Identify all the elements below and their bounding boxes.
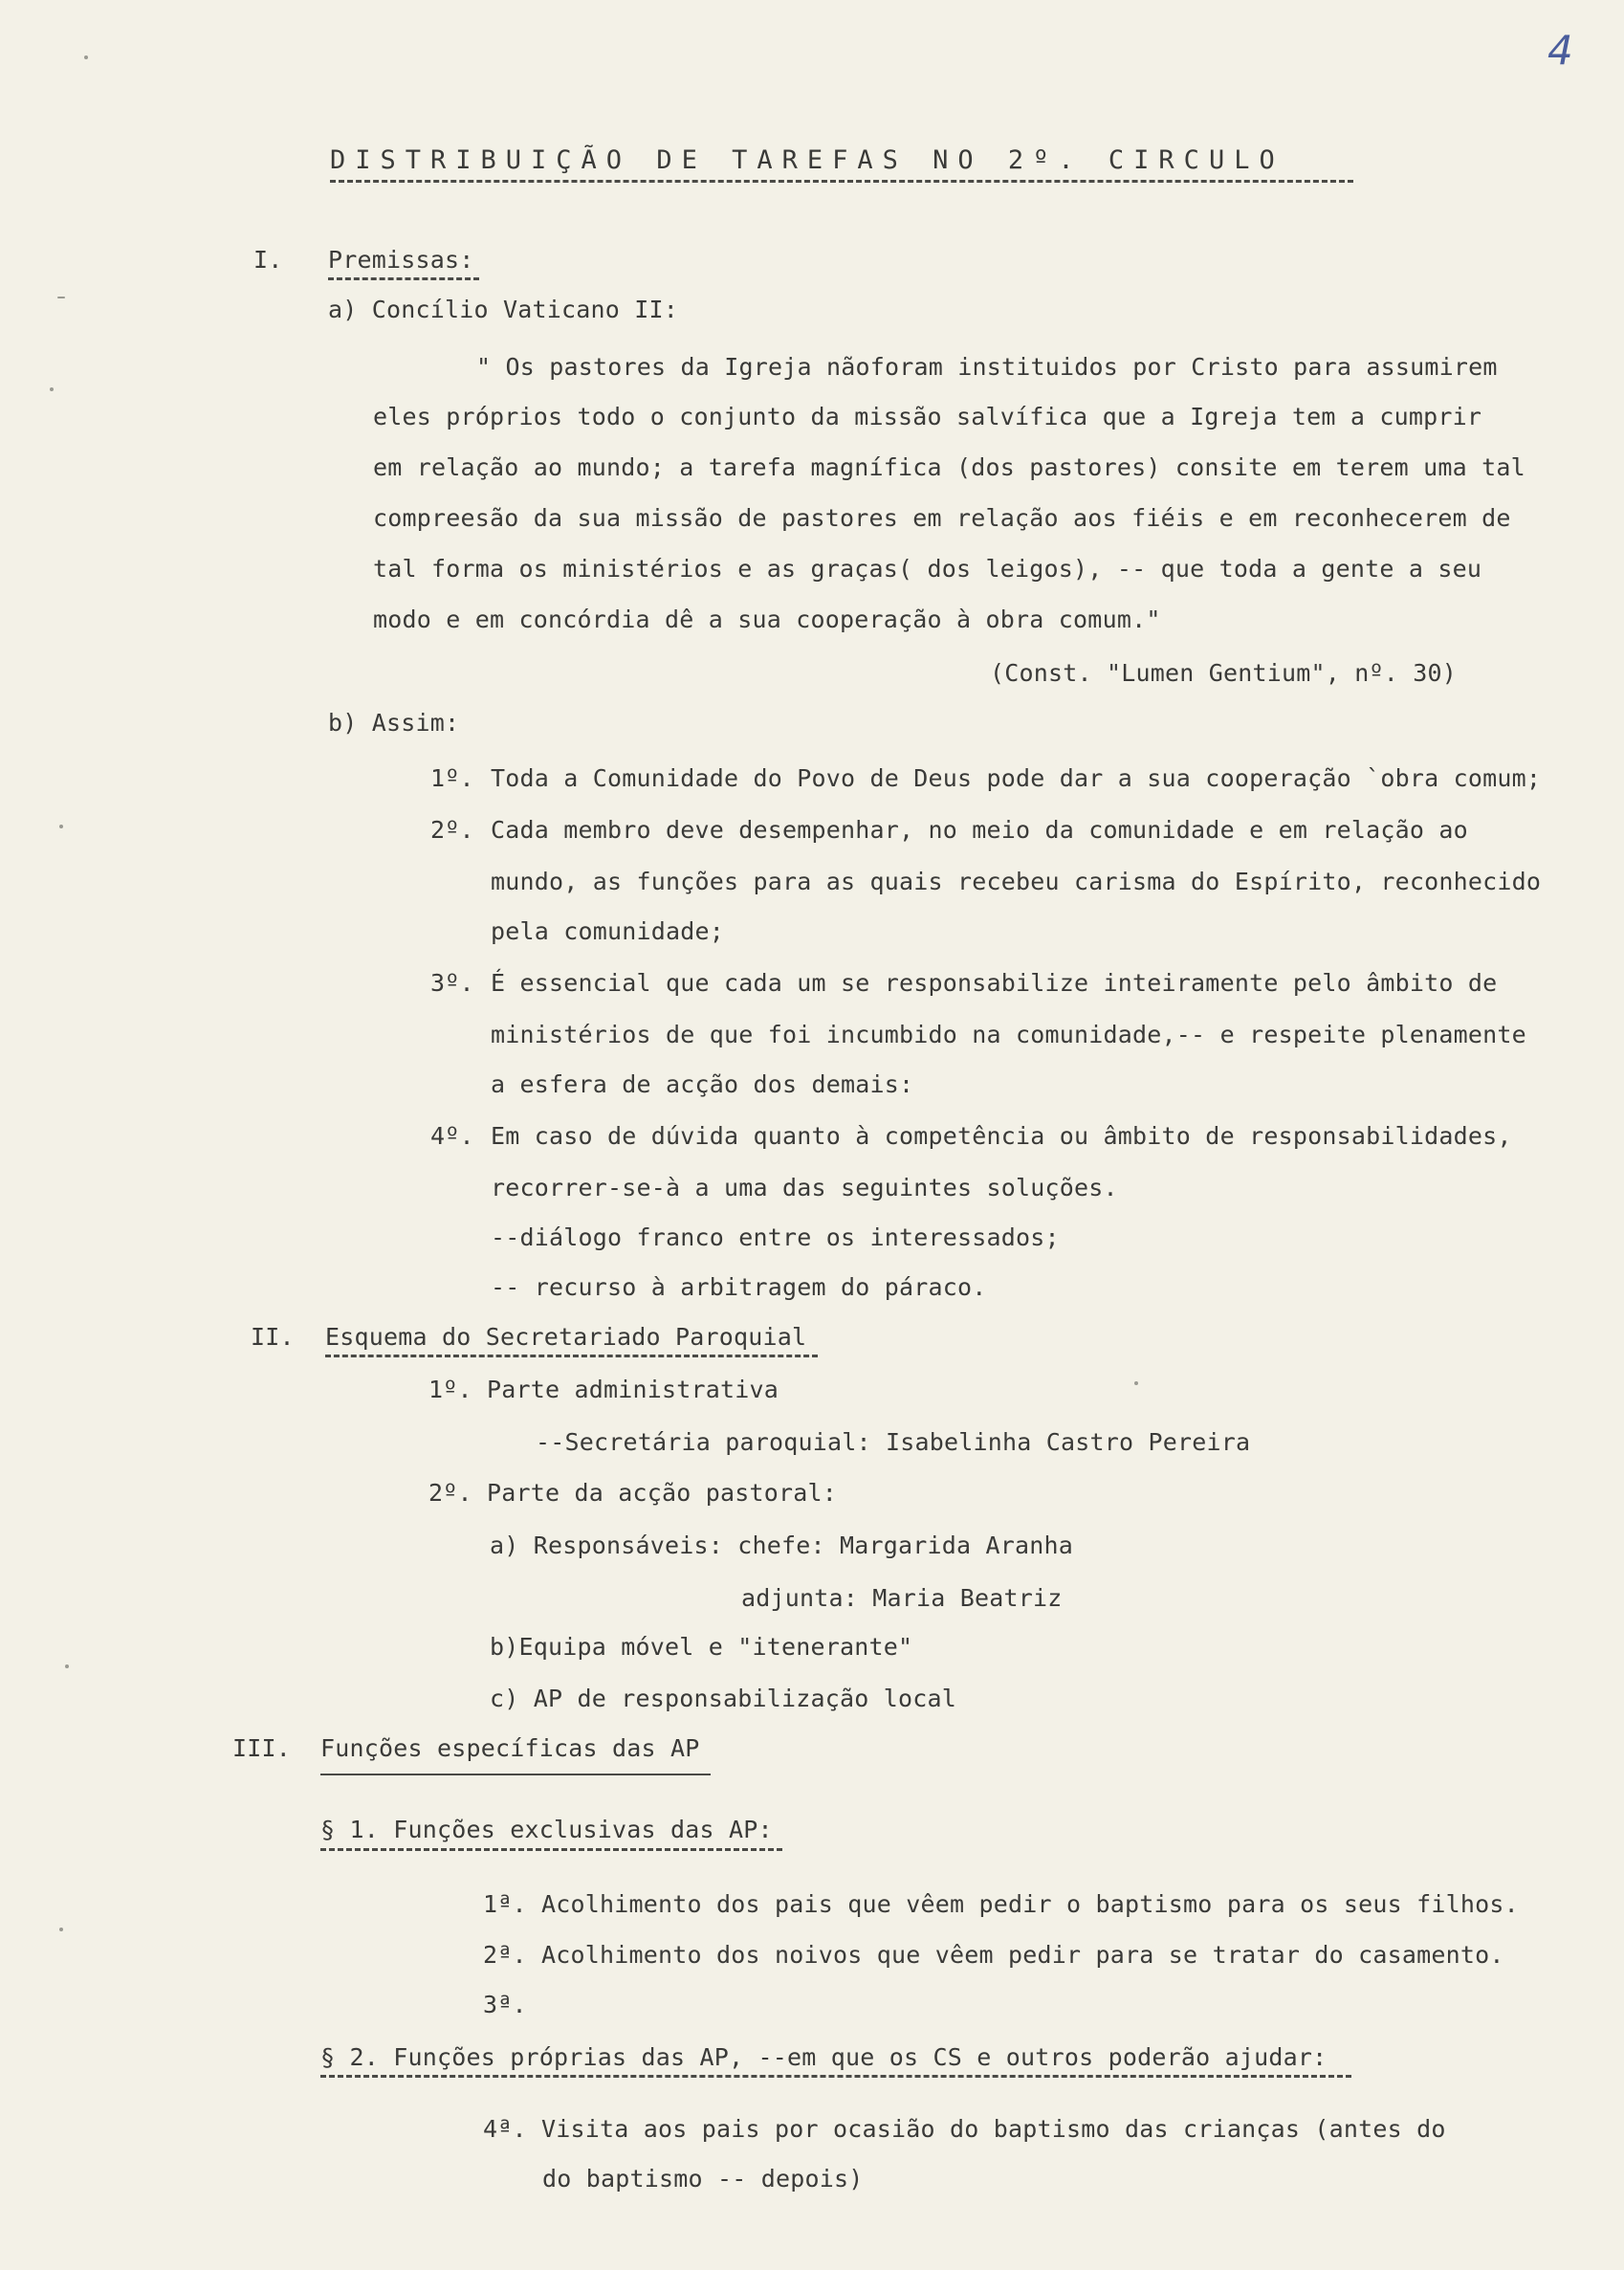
item-number: 4º. (430, 1122, 474, 1150)
paper-speck (1134, 1381, 1138, 1385)
section-1-underline (328, 277, 479, 280)
paper-speck (57, 297, 65, 298)
subsection-1-underline (320, 1848, 782, 1851)
item-line: Em caso de dúvida quanto à competência ou âmbito de responsabilidades, (491, 1122, 1512, 1150)
title-underline (330, 180, 1353, 183)
item-line: recorrer-se-à a uma das seguintes soluções. (491, 1174, 1118, 1201)
section-1-numeral: I. (253, 246, 283, 274)
paper-speck (59, 825, 63, 828)
proper-item: 4ª. Visita aos pais por ocasião do baptismo das crianças (antes do (483, 2115, 1446, 2143)
item-number: 1º. (430, 764, 474, 792)
mobile-team-line: b)Equipa móvel e "itenerante" (490, 1633, 913, 1661)
admin-part: 1º. Parte administrativa (428, 1376, 779, 1403)
adjunct-line: adjunta: Maria Beatriz (741, 1584, 1063, 1612)
secretary-line: --Secretária paroquial: Isabelinha Castro Pereira (536, 1428, 1251, 1456)
quote-line: compreesão da sua missão de pastores em relação aos fiéis e em reconhecerem de (373, 504, 1511, 532)
quote-line: " Os pastores da Igreja nãoforam instituidos por Cristo para assumirem (476, 353, 1498, 381)
subsection-2-heading: § 2. Funções próprias das AP, --em que os CS e outros poderão ajudar: (320, 2043, 1328, 2071)
item-line: a esfera de acção dos demais: (491, 1070, 914, 1098)
local-ap-line: c) AP de responsabilização local (490, 1685, 957, 1712)
subsection-2-underline (320, 2075, 1351, 2078)
responsibles-line: a) Responsáveis: chefe: Margarida Aranha (490, 1532, 1074, 1559)
item-number: 3º. (430, 969, 474, 997)
subsection-1-heading: § 1. Funções exclusivas das AP: (320, 1816, 773, 1843)
item-line: --diálogo franco entre os interessados; (491, 1223, 1060, 1251)
document-title: DISTRIBUIÇÃO DE TAREFAS NO 2º. CIRCULO (330, 145, 1284, 175)
item-line: pela comunidade; (491, 917, 725, 945)
page-number: 4 (1547, 27, 1573, 74)
section-1-heading: Premissas: (328, 246, 474, 274)
quote-line: modo e em concórdia dê a sua cooperação à obra comum." (373, 606, 1161, 633)
item-line: Cada membro deve desempenhar, no meio da comunidade e em relação ao (491, 816, 1468, 844)
item-line: É essencial que cada um se responsabilize inteiramente pelo âmbito de (491, 969, 1498, 997)
quote-line: eles próprios todo o conjunto da missão salvífica que a Igreja tem a cumprir (373, 403, 1482, 430)
section-3-heading: Funções específicas das AP (320, 1734, 700, 1762)
section-3-numeral: III. (232, 1734, 292, 1762)
quote-line: em relação ao mundo; a tarefa magnífica (dos pastores) consite em terem uma tal (373, 453, 1525, 481)
quote-line: tal forma os ministérios e as graças( dos leigos), -- que toda a gente a seu (373, 555, 1482, 583)
exclusive-item: 2ª. Acolhimento dos noivos que vêem pedir para se tratar do casamento. (483, 1941, 1504, 1969)
pastoral-part: 2º. Parte da acção pastoral: (428, 1479, 838, 1507)
paper-speck (59, 1928, 63, 1931)
item-line: Toda a Comunidade do Povo de Deus pode dar a sua cooperação `obra comum; (491, 764, 1542, 792)
section-2-underline (325, 1355, 818, 1357)
item-number: 2º. (430, 816, 474, 844)
citation: (Const. "Lumen Gentium", nº. 30) (990, 659, 1458, 687)
item-line: -- recurso à arbitragem do páraco. (491, 1273, 987, 1301)
item-line: ministérios de que foi incumbido na comunidade,-- e respeite plenamente (491, 1021, 1526, 1048)
section-2-numeral: II. (251, 1323, 295, 1351)
paper-speck (50, 387, 54, 391)
paper-speck (84, 55, 88, 59)
paper-speck (65, 1664, 69, 1668)
item-line: mundo, as funções para as quais recebeu carisma do Espírito, reconhecido (491, 868, 1542, 895)
section-3-underline (320, 1774, 711, 1775)
proper-item: do baptismo -- depois) (542, 2165, 864, 2193)
exclusive-item: 1ª. Acolhimento dos pais que vêem pedir o baptismo para os seus filhos. (483, 1890, 1519, 1918)
exclusive-item: 3ª. (483, 1991, 527, 2018)
thus-label: b) Assim: (328, 709, 460, 737)
section-2-heading: Esquema do Secretariado Paroquial (325, 1323, 807, 1351)
council-label: a) Concílio Vaticano II: (328, 296, 679, 323)
